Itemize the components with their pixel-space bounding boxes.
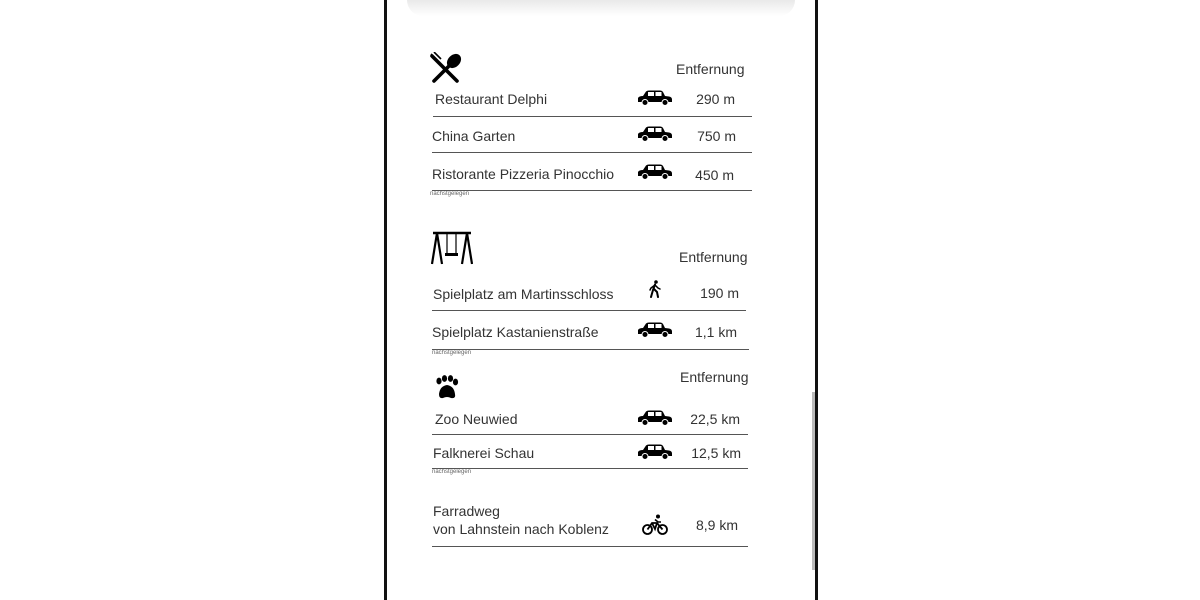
distance-value: 1,1 km xyxy=(694,324,737,340)
list-item-name: Ristorante Pizzeria Pinocchio xyxy=(432,166,615,182)
distance-value: 12,5 km xyxy=(691,445,741,461)
divider xyxy=(433,116,752,117)
distance-header: Entfernung xyxy=(679,249,748,265)
distance-value: 450 m xyxy=(695,167,734,183)
distance-header: Entfernung xyxy=(680,369,749,385)
distance-value: 22,5 km xyxy=(690,411,740,427)
distance-value: 190 m xyxy=(700,285,739,301)
cycle-route-name-line1: Farradweg xyxy=(433,503,500,519)
list-item-name: Spielplatz am Martinsschloss xyxy=(433,286,614,302)
list-item-name: Zoo Neuwied xyxy=(435,411,518,427)
divider xyxy=(432,434,748,435)
divider xyxy=(432,152,752,153)
distance-value: 750 m xyxy=(697,128,736,144)
top-shadow xyxy=(407,0,795,16)
cycle-route-name-line2: von Lahnstein nach Koblenz xyxy=(433,521,609,537)
note-label: nächstgelegen xyxy=(432,469,472,475)
list-item-name: Falknerei Schau xyxy=(433,445,535,461)
distance-value: 290 m xyxy=(696,91,735,107)
divider xyxy=(432,310,746,311)
divider xyxy=(432,190,752,191)
distance-header: Entfernung xyxy=(676,61,745,77)
scrollbar[interactable] xyxy=(812,392,815,570)
divider xyxy=(432,546,748,547)
list-item-name: Spielplatz Kastanienstraße xyxy=(432,324,599,340)
divider xyxy=(432,468,748,469)
divider xyxy=(432,349,749,350)
paw-icon xyxy=(434,375,459,400)
fork-knife-icon xyxy=(429,52,463,84)
list-item-name: Restaurant Delphi xyxy=(435,91,548,107)
swing-icon xyxy=(431,231,473,265)
note-label: nächstgelegen xyxy=(432,350,472,356)
distance-value: 8,9 km xyxy=(695,517,738,533)
note-label: nächstgelegen xyxy=(430,191,470,197)
list-item-name: China Garten xyxy=(432,128,516,144)
